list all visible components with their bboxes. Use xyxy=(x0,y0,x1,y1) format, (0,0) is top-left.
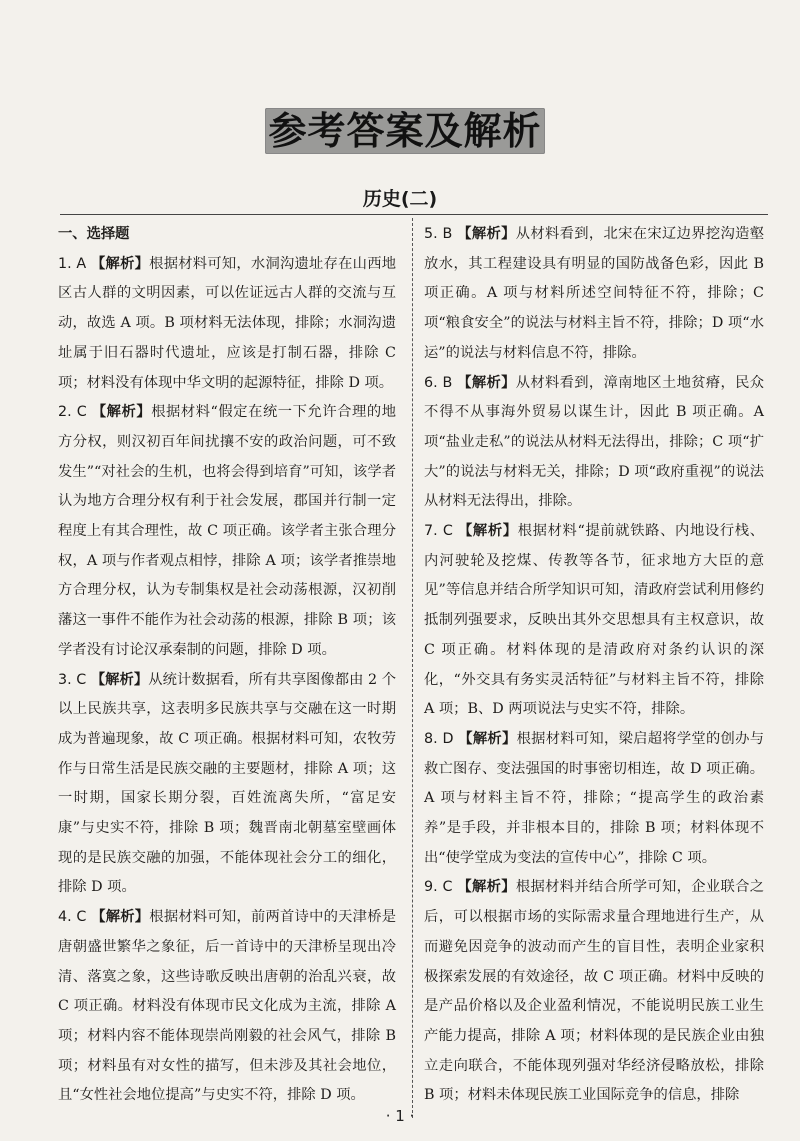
analysis-tag: 【解析】 xyxy=(90,671,149,688)
answer-item-5 xyxy=(424,220,764,369)
answer-number: 2. C xyxy=(58,404,87,421)
answer-item-1 xyxy=(58,250,396,399)
answer-item-3 xyxy=(58,666,396,904)
analysis-tag: 【解析】 xyxy=(458,523,518,540)
analysis-tag: 【解析】 xyxy=(91,404,152,421)
analysis-tag: 【解析】 xyxy=(457,226,516,242)
answer-number: 8. D xyxy=(424,730,454,747)
answer-number: 6. B xyxy=(424,374,453,391)
answer-text: 从材料看到，北宋在宋辽边界挖沟造壑放水，其工程建设具有明显的国防战备色彩，因此 B 项正确。A 项与材料所述空间特征不符，排除；C 项“粮食安全”的说法与材料主旨不符，排除；D 项“水运”的说法与材料信息不符，排除。 xyxy=(424,226,764,361)
title-banner xyxy=(265,108,545,154)
answer-text: 从统计数据看，所有共享图像都由 2 个以上民族共享，这表明多民族共享与交融在这一时期成为普遍现象，故 C 项正确。根据材料可知，农牧劳作与日常生活是民族交融的主要题材，排除 A 项；这一时期，国家长期分裂，百姓流离失所，“富足安康”与史实不符，排除 B 项；魏晋南北朝墓室壁画体现的是民族交融的加强，不能体现社会分工的细化，排除 D 项。 xyxy=(58,671,397,896)
answer-number: 4. C xyxy=(58,909,87,926)
answer-number: 1. A xyxy=(58,255,87,272)
answer-text: 根据材料“提前就铁路、内地设行栈、内河驶轮及挖煤、传教等各节，征求地方大臣的意见”等信息并结合所学知识可知，清政府尝试利用修约抵制列强要求，反映出其外交思想具有主权意识，故 C 项正确。材料体现的是清政府对条约认识的深化，“外交具有务实灵活特征”与材料主旨不符，排除 A 项；B、D 两项说法与史实不符，排除。 xyxy=(424,523,765,718)
answer-text: 根据材料可知，前两首诗中的天津桥是唐朝盛世繁华之象征，后一首诗中的天津桥呈现出冷清、落寞之象，这些诗歌反映出唐朝的治乱兴衰，故 C 项正确。材料没有体现市民文化成为主流，排除 A 项；材料内容不能体现崇尚刚毅的社会风气，排除 B 项；材料虽有对女性的描写，但未涉及其社会地位，且“女性社会地位提高”与史实不符，排除 D 项。 xyxy=(58,909,397,1104)
answer-number: 9. C xyxy=(424,879,453,896)
answer-item-8 xyxy=(424,725,764,874)
answer-number: 5. B xyxy=(424,226,453,242)
analysis-tag: 【解析】 xyxy=(457,374,516,391)
answer-number: 7. C xyxy=(424,523,453,540)
answer-item-6 xyxy=(424,369,764,518)
answer-text: 根据材料可知，水洞沟遗址存在山西地区古人群的文明因素，可以佐证远古人群的交流与互动，故选 A 项。B 项材料无法体现，排除；水洞沟遗址属于旧石器时代遗址，应该是打制石器，排除 C 项；材料没有体现中华文明的起源特征，排除 D 项。 xyxy=(58,255,397,391)
answer-item-2 xyxy=(58,398,396,665)
answer-item-4 xyxy=(58,903,396,1111)
answer-item-7 xyxy=(424,517,764,725)
answer-number: 3. C xyxy=(58,671,87,688)
analysis-tag: 【解析】 xyxy=(457,879,516,896)
column-divider xyxy=(412,218,413,1118)
analysis-tag: 【解析】 xyxy=(91,255,150,272)
right-column xyxy=(424,220,764,1111)
answer-text: 根据材料可知，梁启超将学堂的创办与救亡图存、变法强国的时事密切相连，故 D 项正确。A 项与材料主旨不符，排除；“提高学生的政治素养”是手段，并非根本目的，排除 B 项；材料体现不出“使学堂成为变法的宣传中心”，排除 C 项。 xyxy=(424,730,764,866)
left-column xyxy=(58,220,396,1111)
analysis-tag: 【解析】 xyxy=(91,909,150,926)
section-heading: 一、选择题 xyxy=(58,226,130,242)
page-number: · 1 · xyxy=(385,1107,415,1125)
header-rule xyxy=(60,214,768,215)
answer-item-9 xyxy=(424,873,764,1111)
answer-text: 根据材料并结合所学可知，企业联合之后，可以根据市场的实际需求量合理地进行生产，从而避免因竞争的波动而产生的盲目性，表明企业家积极探索发展的有效途径，故 C 项正确。材料中反映的是产品价格以及企业盈利情况，不能说明民族工业生产能力提高，排除 A 项；材料体现的是民族企业由独立走向联合，不能体现列强对华经济侵略放松，排除 B 项；材料未体现民族工业国际竞争的信息，排除 xyxy=(424,879,765,1104)
subject-subtitle: 历史(二) xyxy=(362,188,438,210)
answer-text: 根据材料“假定在统一下允许合理的地方分权，则汉初百年间扰攘不安的政治问题，可不致发生”“对社会的生机，也将会得到培育”可知，该学者认为地方合理分权有利于社会发展，郡国并行制一定程度上有其合理性，故 C 项正确。该学者主张合理分权，A 项与作者观点相悖，排除 A 项；该学者推崇地方合理分权，认为专制集权是社会动荡根源，汉初削藩这一事件不能作为社会动荡的根源，排除 B 项；该学者没有讨论汉承秦制的问题，排除 D 项。 xyxy=(58,404,396,658)
analysis-tag: 【解析】 xyxy=(458,730,517,747)
page-title: 参考答案及解析 xyxy=(268,109,542,153)
answer-text: 从材料看到，漳南地区土地贫瘠，民众不得不从事海外贸易以谋生计，因此 B 项正确。A 项“盐业走私”的说法从材料无法得出，排除；C 项“扩大”的说法与材料无关，排除；D 项“政府重视”的说法从材料无法得出，排除。 xyxy=(424,374,764,510)
